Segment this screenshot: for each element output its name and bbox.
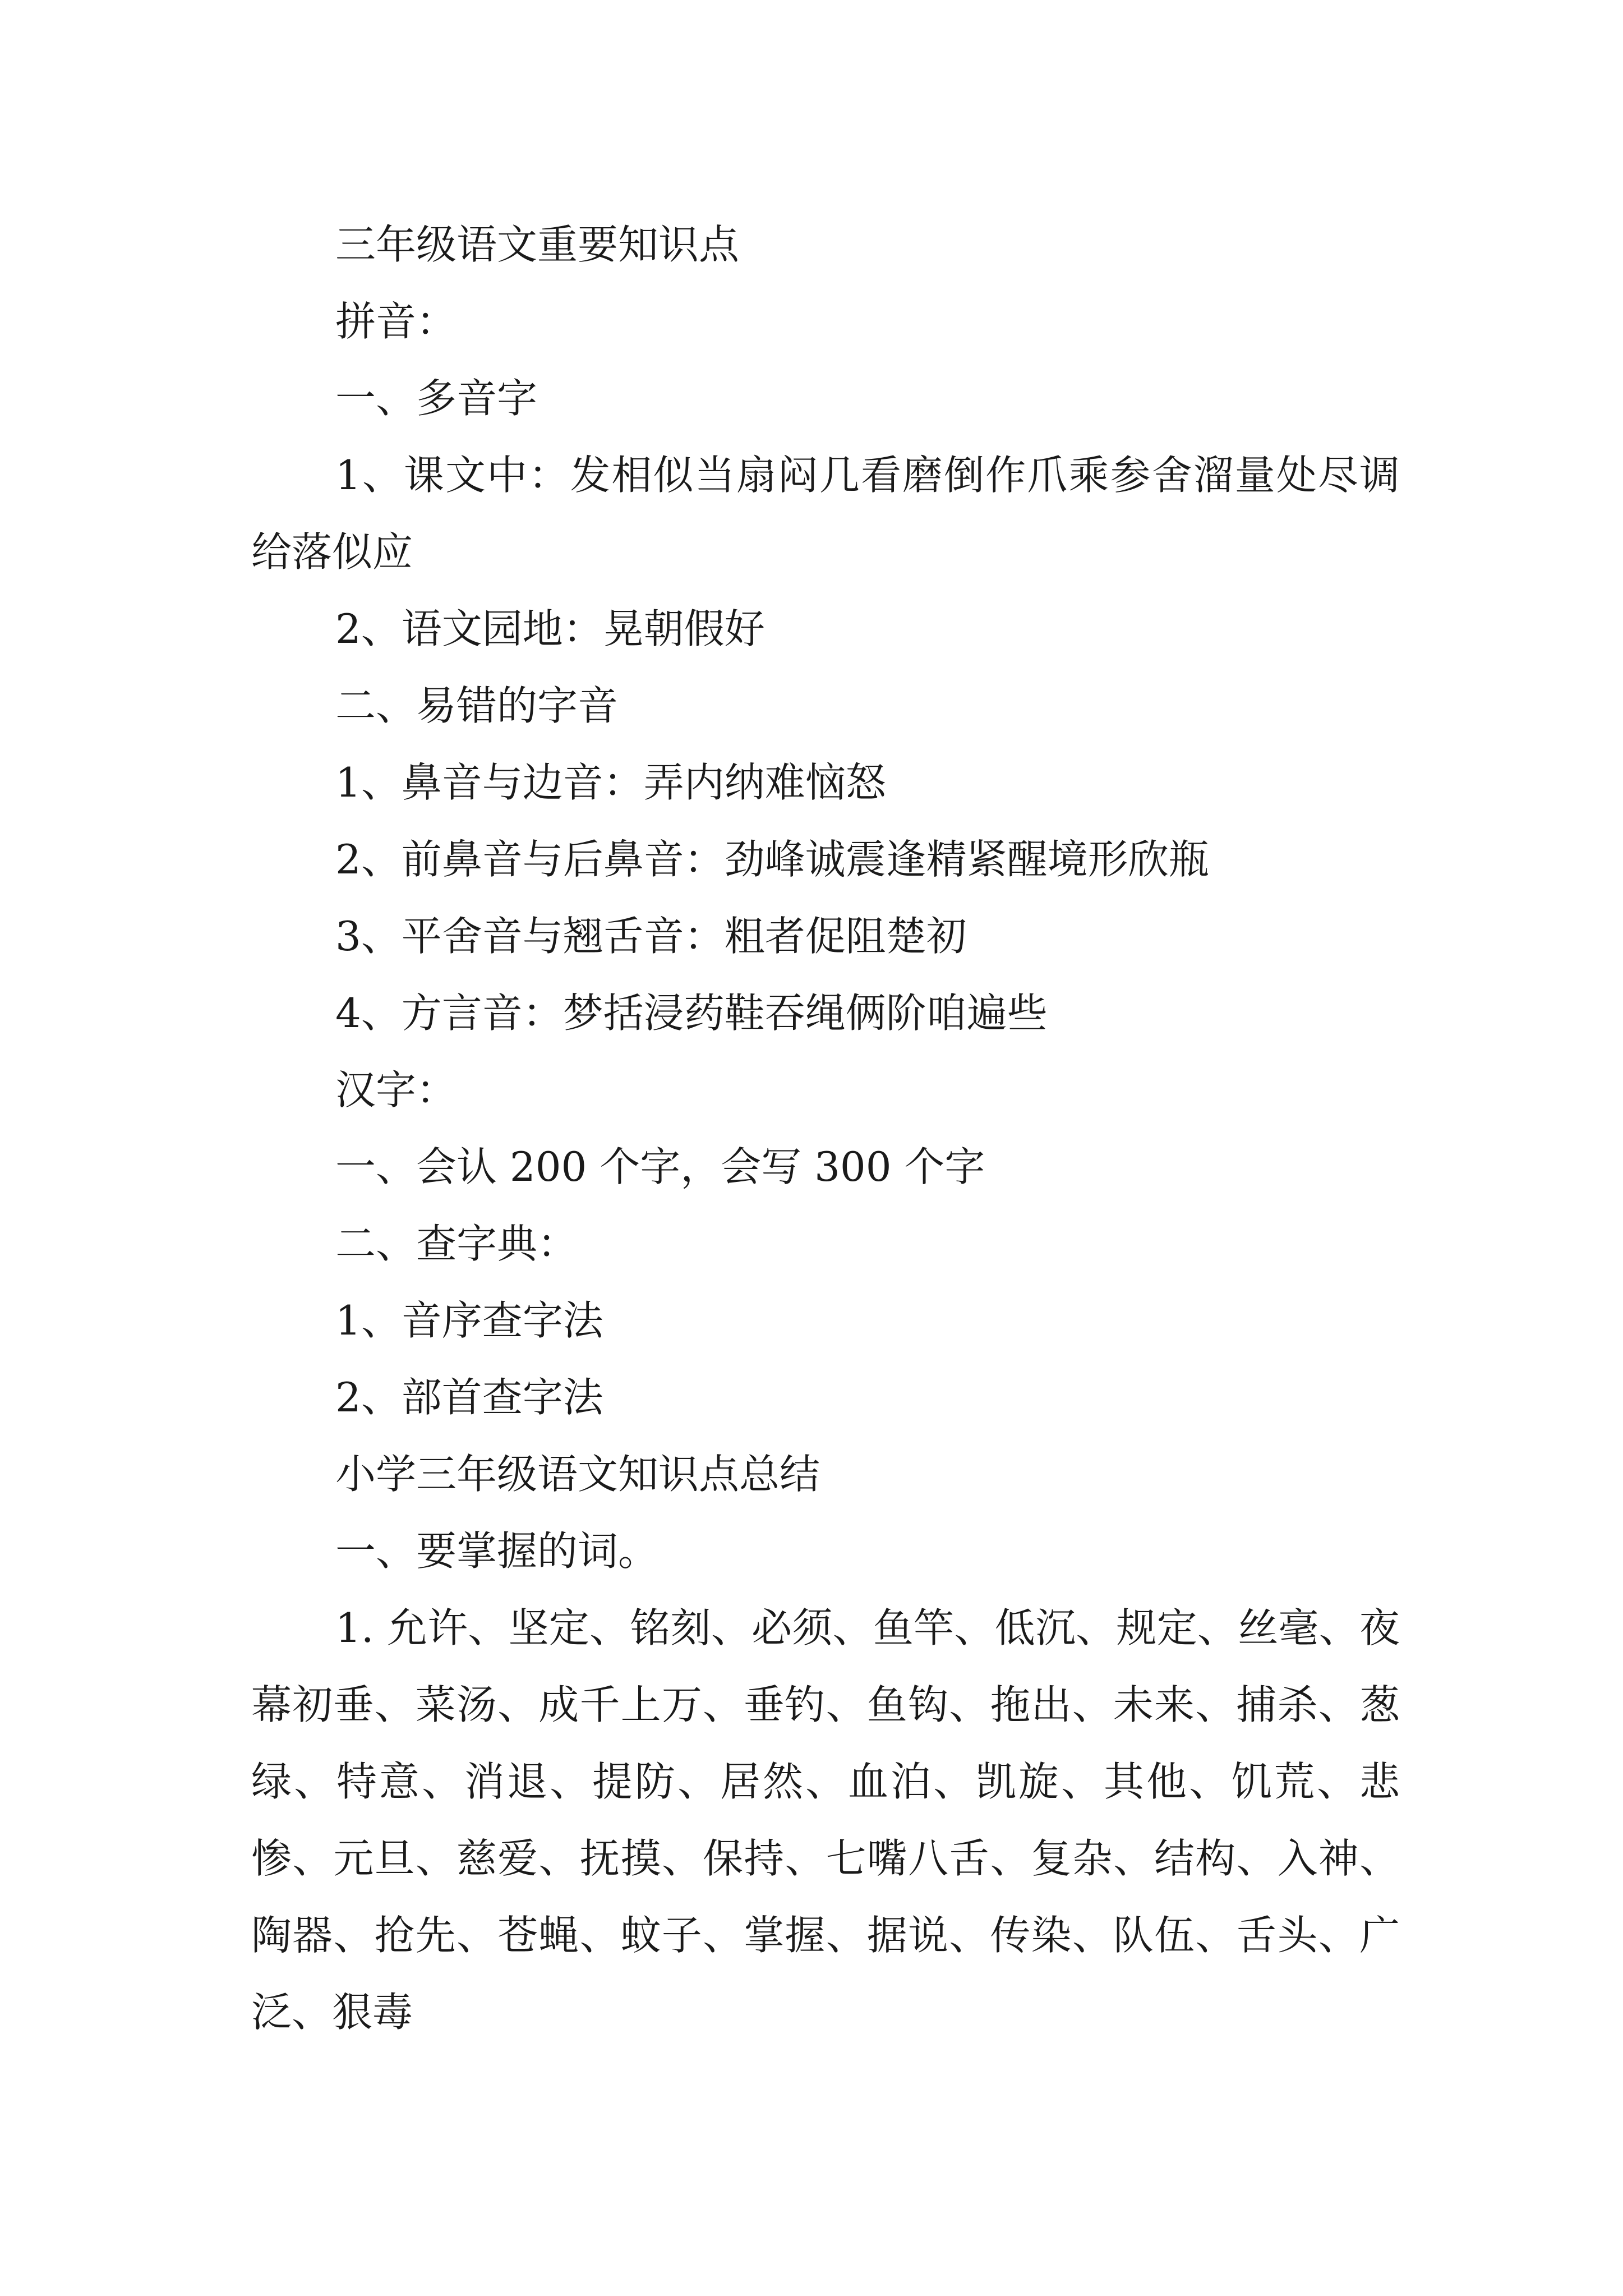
section-heading-hanzi: 汉字： (335, 1066, 457, 1114)
paragraph-flat-retroflex: 3、平舍音与翘舌音：粗者促阻楚初 (335, 913, 967, 960)
paragraph-polyphonic-text: 1、课文中：发相似当扇闷几看磨倒作爪乘参舍溜量处尽调给落似应 (251, 452, 1400, 576)
paragraph-vocabulary-list: 1. 允许、坚定、铭刻、必须、鱼竿、低沉、规定、丝毫、夜幕初垂、菜汤、成千上万、垂钓、鱼钩、拖出、未来、捕杀、葱绿、特意、消退、提防、居然、血泊、凯旋、其他、饥荒、悲惨、元旦、慈爱、抚摸、保持、七嘴八舌、复杂、结构、入神、陶器、抢先、苍蝇、蚊子、掌握、据说、传染、队伍、舌头、广泛、狠毒 (251, 1604, 1400, 2036)
paragraph-polyphonic-garden: 2、语文园地：晃朝假好 (335, 605, 765, 652)
subheading-polyphonic: 一、多音字 (335, 375, 538, 422)
subheading-dictionary: 二、查字典： (335, 1220, 578, 1267)
section-heading-summary: 小学三年级语文知识点总结 (335, 1451, 820, 1498)
paragraph-dialect: 4、方言音：梦括浸药鞋吞绳俩阶咱遍些 (335, 990, 1048, 1037)
paragraph-recognize-write: 一、会认 200 个字，会写 300 个字 (335, 1143, 985, 1190)
document-title: 三年级语文重要知识点 (335, 221, 740, 268)
paragraph-phonetic-lookup: 1、音序查字法 (335, 1297, 603, 1344)
paragraph-nasal-lateral: 1、鼻音与边音：弄内纳难恼怒 (335, 759, 886, 806)
paragraph-radical-lookup: 2、部首查字法 (335, 1374, 603, 1421)
section-heading-pinyin: 拼音： (335, 298, 457, 345)
document-body (251, 206, 1400, 2051)
paragraph-front-back-nasal: 2、前鼻音与后鼻音：劲峰诚震逢精紧醒境形欣瓶 (335, 836, 1209, 883)
subheading-error-prone: 二、易错的字音 (335, 682, 619, 729)
subheading-vocabulary: 一、要掌握的词。 (335, 1527, 659, 1575)
